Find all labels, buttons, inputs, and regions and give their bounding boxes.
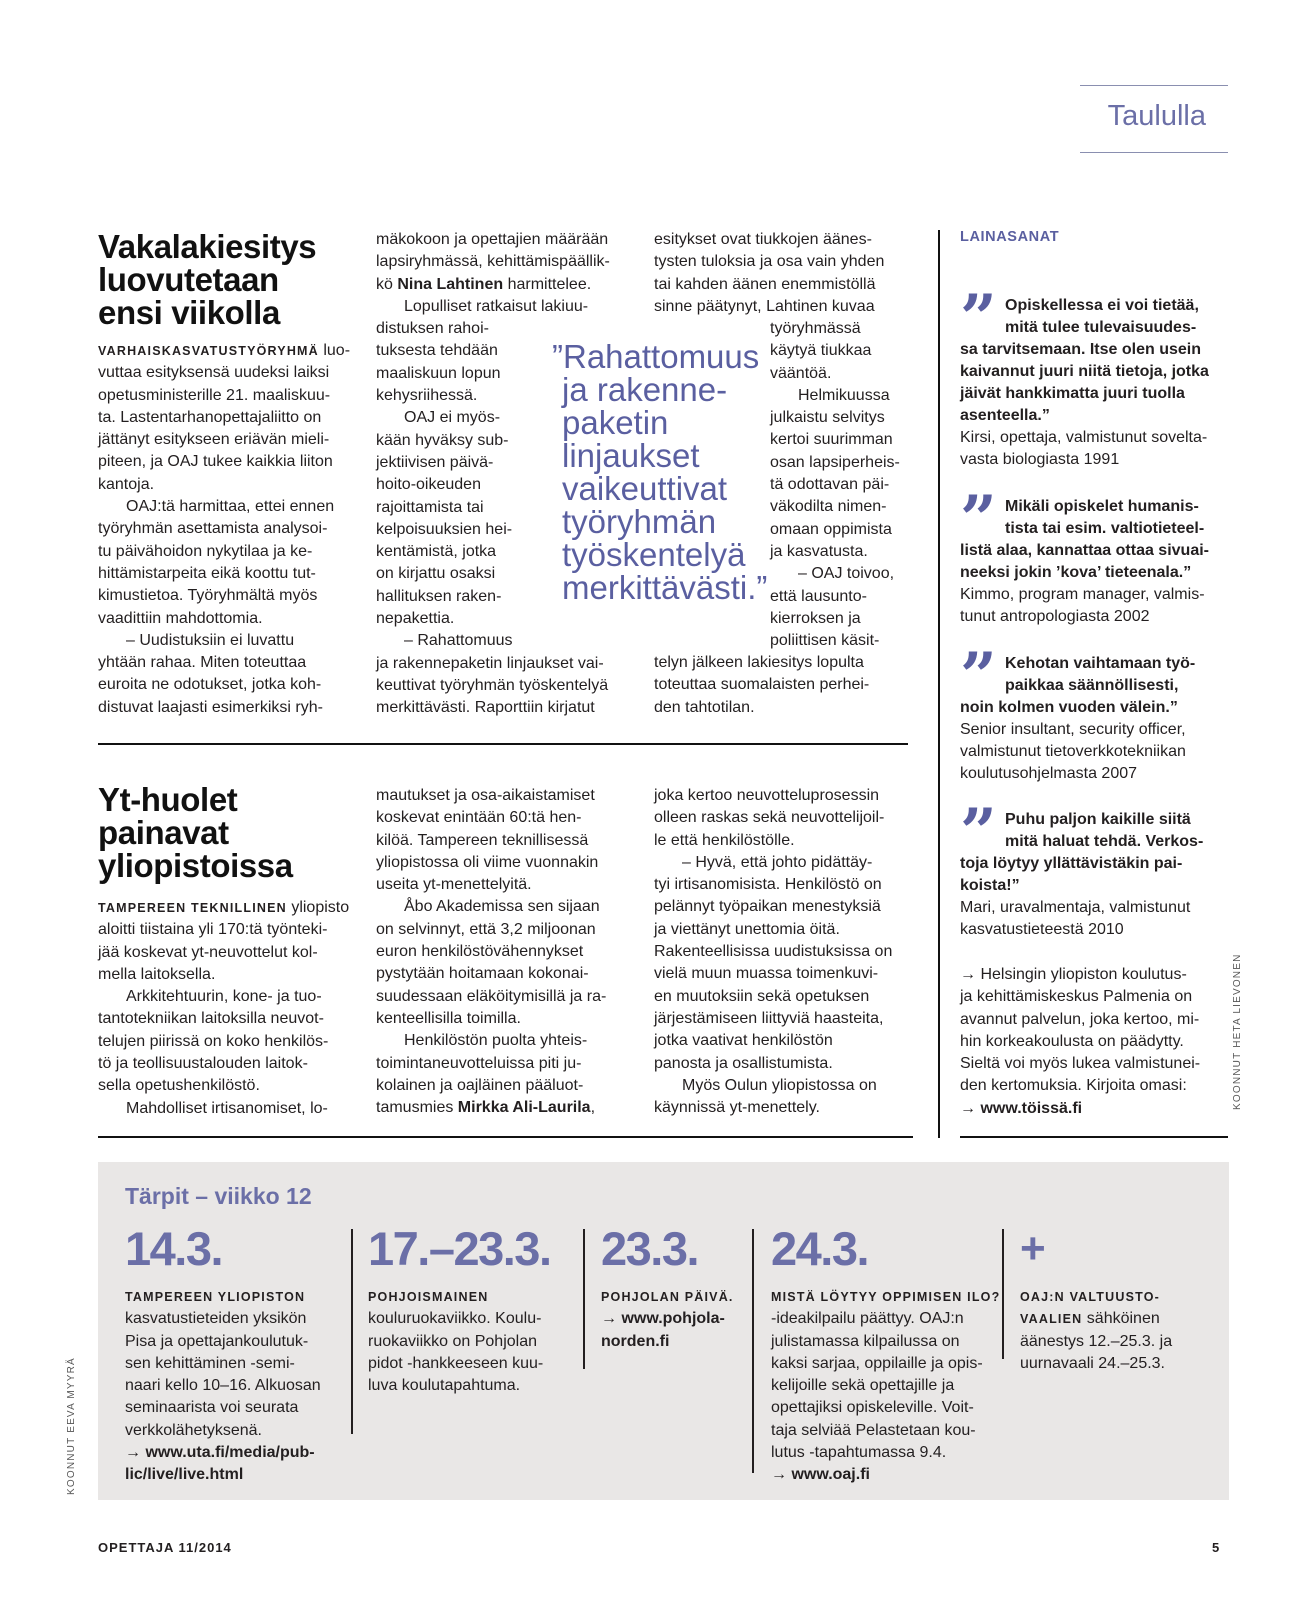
text-line: ta. Lastentarhanopettajaliitto on [98,408,322,426]
text-line: tyi irtisanomisista. Henkilöstö on [654,876,882,894]
pull-quote-line: ja rakenne- [562,371,728,408]
text-line: hallituksen raken- [376,587,502,605]
text-line: osan lapsiperheis- [770,453,900,471]
text-line: seminaarista voi seurata [125,1399,299,1417]
text-line: aloitti tiistaina yli 170:tä työnteki- [98,921,328,939]
quote-mark-icon: ” [960,795,991,870]
tarpit-link[interactable]: norden.fi [601,1332,670,1350]
quote-mark-icon: ” [960,639,991,714]
quote-text: Opiskellessa ei voi tietää, [1005,297,1199,314]
text-line: lapsiryhmässä, kehittämispäällik- [376,253,610,271]
quote-attribution: tunut antropologiasta 2002 [960,608,1150,625]
tarpit-caps: POHJOLAN PÄIVÄ. [601,1290,734,1304]
text-line: telyn jälkeen lakiesitys lopulta [654,654,864,671]
text-line: äänestys 12.–25.3. ja [1020,1332,1173,1350]
text-line: Helmikuussa [798,386,890,404]
quote-attribution: kasvatustieteestä 2010 [960,921,1124,938]
text-line: jotka vaativat henkilöstön [654,1032,833,1050]
pull-quote-line: merkittävästi.” [562,569,768,606]
text-line: toteuttaa suomalaisten perhei- [654,676,870,694]
text-line: kimustietoa. Työryhmältä myös [98,587,318,605]
text-line: tantotekniikan laitoksilla neuvot- [98,1010,324,1028]
text-line: keuttivat työryhmän työskentelyä [376,676,609,694]
text-line: väkodilta nimen- [770,498,887,516]
text-line: opettajiksi opiskeleville. Voit- [771,1399,974,1417]
text-line: Myös Oulun yliopistossa on [682,1076,877,1094]
text-line: pystytään hoitamaan kokonai- [376,965,589,983]
text-run: harmittelee. [503,275,592,293]
quote-text: Puhu paljon kaikille siitä [1005,811,1191,828]
text-line: ja viettänyt unettomia öitä. [654,920,840,938]
quote-attribution: Senior insultant, security officer, [960,721,1186,738]
text-line: Sieltä voi myös lukea valmistunei- [960,1055,1201,1073]
text-line: tysten tuloksia ja osa vain yhden [654,253,885,271]
pull-quote-line: ”Rahattomuus [552,338,760,375]
text-line: että lausunto- [770,587,867,605]
text-line: toimintaneuvotteluissa piti ju- [376,1054,582,1072]
text-line: koskevat enintään 60:tä hen- [376,809,582,827]
quote-text: jäivät hankkimatta juuri tuolla [960,385,1185,402]
article2-col1 [98,897,360,1120]
tarpit-link[interactable]: → www.oaj.fi [771,1466,870,1484]
text-line: – Rahattomuus [404,632,513,650]
text-line: verkkolähetyksenä. [125,1421,262,1439]
quote-text: Mikäli opiskelet humanis- [1005,498,1199,515]
quote-text: Kehotan vaihtamaan työ- [1005,655,1196,672]
quote-text: sa tarvitsemaan. Itse olen usein [960,341,1201,358]
tarpit-date: 24.3. [771,1222,869,1275]
text-line: euroita ne odotukset, jotka koh- [98,676,322,694]
text-line: on selvinnyt, että 3,2 miljoonan [376,920,596,938]
text-line: telujen piirissä on koko henkilös- [98,1032,329,1050]
text-line: ja rakennepaketin linjaukset vai- [376,654,604,672]
text-line: julistamassa kilpailussa on [771,1332,960,1350]
plus-icon: + [1020,1224,1045,1273]
text-line: Pisa ja opettajankoulutuk- [125,1332,309,1350]
quote-attribution: Mari, uravalmentaja, valmistunut [960,899,1191,916]
quote-text: koista!” [960,877,1020,894]
pull-quote-line: linjaukset [562,437,700,474]
page-number: 5 [1212,1540,1221,1555]
text-line: poliittisen käsit- [770,632,880,650]
text-line: hin korkeakoulusta on päädytty. [960,1032,1184,1050]
text-line: mella laitoksella. [98,965,216,983]
tarpit-caps: MISTÄ LÖYTYY OPPIMISEN ILO? [771,1290,1001,1304]
text-line: työryhmän asettamista analysoi- [98,520,328,538]
headline-line: Yt-huolet [98,781,238,818]
tarpit-link[interactable]: lic/live/live.html [125,1466,244,1484]
text-line: den kertomuksia. Kirjoita omasi: [960,1077,1187,1095]
text-line: omaan oppimista [770,520,892,538]
tarpit-caps: OAJ:N VALTUUSTO- [1020,1290,1161,1304]
tarpit-item [771,1224,1003,1487]
sidebar-quote [960,639,1225,785]
text-line: distuksen rahoi- [376,320,489,338]
text-line: kierroksen ja [770,609,861,627]
text-run: , [590,1099,596,1117]
text-line: esitykset ovat tiukkojen äänes- [654,231,872,248]
sidebar-link[interactable]: → www.töissä.fi [960,1099,1083,1117]
text-line: tuksesta tehdään [376,342,498,360]
pull-quote-line: paketin [562,404,669,441]
article1-col1 [98,340,358,719]
text-line: kaksi sarjaa, oppilaille ja opis- [771,1354,983,1372]
text-line: kenteellisilla toimilla. [376,1009,521,1027]
text-line: OAJ ei myös- [404,409,501,427]
text-line: vuttaa esityksensä uudeksi laiksi [98,364,330,382]
text-line: opetusministerille 21. maaliskuu- [98,386,331,404]
text-line: ja kehittämiskeskus Palmenia on [960,988,1193,1006]
text-line: pidot -hankkeeseen kuu- [368,1354,544,1372]
lead-caps: TAMPEREEN TEKNILLINEN [98,901,287,915]
text-line: jää koskevat yt-neuvottelut kol- [98,943,318,961]
text-line: joka kertoo neuvotteluprosessin [654,787,880,804]
text-line: Lopulliset ratkaisut lakiuu- [404,297,589,315]
text-line: sella opetushenkilöstö. [98,1077,260,1095]
quote-text: mitä tulee tulevaisuudes- [1005,319,1197,336]
text-line: jättänyt esitykseen eriävän mieli- [98,431,330,449]
quote-text: paikkaa säännöllisesti, [1005,677,1179,694]
tarpit-item [368,1224,583,1397]
text-line: jektiivisen päivä- [376,453,494,471]
sidebar-credit: KOONNUT HETA LIEVONEN [1232,953,1243,1110]
quote-mark-icon: ” [960,281,991,356]
text-line: työryhmässä [770,320,861,337]
column-divider [752,1229,754,1473]
text-line: uurnavaali 24.–25.3. [1020,1354,1165,1372]
text-line: mäkokoon ja opettajien määrään [376,231,609,248]
text-line: kelpoisuuksien hei- [376,520,513,538]
headline-line: painavat [98,814,229,851]
text-line: kilöä. Tampereen teknillisessä [376,831,589,849]
text-line: kelijoille sekä opettajille ja [771,1377,955,1395]
article2-col2 [376,785,646,1119]
headline-line: ensi viikolla [98,294,280,331]
text-line: yliopistossa oli viime vuonnakin [376,853,599,871]
section-tag-label: Taululla [1107,100,1206,132]
text-line: kertoi suurimman [770,431,893,449]
text-line: Mahdolliset irtisanomiset, lo- [126,1099,328,1117]
text-line: hittämistarpeita eikä koottu tut- [98,564,316,582]
text-line: tö ja teollisuustalouden laitok- [98,1055,308,1073]
headline-line: luovutetaan [98,261,279,298]
tarpit-caps: TAMPEREEN YLIOPISTON [125,1290,306,1304]
text-line: järjestämiseen liittyviä haasteita, [654,1009,884,1027]
text-line: olleen raskas sekä neuvottelijoil- [654,809,885,827]
text-line: pelännyt työpaikan menestyksiä [654,898,881,916]
column-divider [583,1229,585,1369]
text-line: en muutoksiin sekä opetuksen [654,987,870,1005]
text-line: käynnissä yt-menettely. [654,1099,820,1117]
article1-col3-bottom [654,652,914,719]
tarpit-item [1020,1224,1205,1375]
pull-quote-line: työryhmän [562,503,717,540]
text-line: merkittävästi. Raporttiin kirjatut [376,699,595,717]
text-line: kehysriihessä. [376,387,478,405]
quote-text: noin kolmen vuoden välein.” [960,699,1178,716]
text-line: kään hyväksy sub- [376,431,509,449]
text-line: – Hyvä, että johto pidättäy- [682,853,873,871]
section-tag [1080,85,1228,153]
text-line: ruokaviikko on Pohjolan [368,1332,537,1350]
sidebar-quote [960,795,1225,941]
article1-col3-narrow [770,318,920,652]
text-run: sähköinen [1082,1310,1160,1328]
quote-attribution: Kimmo, program manager, valmis- [960,586,1205,603]
quote-mark-icon: ” [960,482,991,557]
text-line: naari kello 10–16. Alkuosan [125,1377,321,1395]
column-divider [1002,1229,1004,1359]
text-line: suudessaan eläköitymisillä ja ra- [376,987,607,1005]
text-line: luva koulutapahtuma. [368,1377,521,1395]
text-line: rajoittamista tai [376,498,484,516]
text-line: kentämistä, jotka [376,543,497,561]
tarpit-item [125,1224,350,1487]
text-line: useita yt-menettelyitä. [376,876,532,894]
text-line: tu päivähoidon nykytilaa ja ke- [98,542,313,560]
text-line: Rakenteellisissa uudistuksissa on [654,943,893,961]
text-line: sinne päätynyt, Lahtinen kuvaa [654,297,875,315]
quote-text: asenteella.” [960,407,1050,424]
tarpit-caps: POHJOISMAINEN [368,1290,489,1304]
text-line: käytyä tiukkaa [770,342,872,360]
article2-headline [98,783,293,882]
article1-col3-top [654,229,914,318]
person-name: Nina Lahtinen [397,275,504,293]
sidebar-divider [960,1136,1228,1138]
pull-quote-line: työskentelyä [562,536,746,573]
text-line: ja kasvatusta. [770,542,868,560]
text-line: → Helsingin yliopiston koulutus- [960,966,1187,983]
text-line: lutus -tapahtumassa 9.4. [771,1444,947,1462]
quote-text: tista tai esim. valtiotieteel- [1005,520,1205,537]
quote-attribution: Kirsi, opettaja, valmistunut soveltа- [960,429,1208,446]
tarpit-caps: VAALIEN [1020,1312,1083,1327]
lead-caps: VARHAISKASVATUSTYÖRYHMÄ [98,344,319,358]
quote-text: toja löytyy yllättävistäkin pai- [960,855,1183,872]
text-line: luo- [318,342,351,359]
text-line: distuvat laajasti esimerkiksi ryh- [98,698,323,716]
tarpit-date: 14.3. [125,1222,223,1275]
sidebar-note [960,964,1225,1120]
text-line: le että henkilöstölle. [654,831,795,849]
tarpit-link[interactable]: → www.uta.fi/media/pub- [125,1444,315,1462]
text-line: vääntöä. [770,364,832,382]
text-line: piteen, ja OAJ tukee kaikkia liiton [98,453,333,471]
text-line: tä odottavan päi- [770,476,890,494]
text-line: on kirjattu osaksi [376,565,496,583]
footer-publication: OPETTAJA 11/2014 [98,1540,232,1555]
sidebar-title: LAINASANAT [960,229,1060,245]
text-line: panosta ja osallistumista. [654,1054,833,1072]
quote-text: kaivannut juuri niitä tietoja, jotka [960,363,1209,380]
column-divider [351,1229,353,1434]
text-line: -ideakilpailu päättyy. OAJ:n [771,1310,964,1328]
text-line: nepakettia. [376,610,455,628]
text-line: yhtään rahaa. Miten toteuttaa [98,654,307,672]
article1-headline [98,230,316,329]
text-line: sen kehittäminen -semi- [125,1354,295,1372]
text-line: mautukset ja osa-aikaistamiset [376,787,595,804]
headline-line: Vakalakiesitys [98,228,317,265]
text-line: kouluruokaviikko. Koulu- [368,1310,542,1328]
text-line: – OAJ toivoo, [798,565,895,583]
tarpit-box [98,1162,1229,1500]
text-run: yliopisto [286,899,350,916]
quote-attribution: koulutusohjelmasta 2007 [960,765,1138,782]
text-line: hoito-oikeuden [376,476,481,494]
text-line: kolainen ja oajläinen pääluot- [376,1076,584,1094]
pull-quote-line: vaikeuttivat [562,470,728,507]
text-line: taja selviää Pelastetaan kou- [771,1421,976,1439]
quote-attribution: valmistunut tietoverkkotekniikan [960,743,1186,760]
article2-col3 [654,785,916,1119]
article-divider [98,1136,913,1138]
quote-text: neeksi jokin ’kova’ tieteenala.” [960,564,1192,581]
text-line: vaadittiin mahdottomia. [98,609,263,627]
text-line: vielä muun muassa toimenkuvi- [654,965,879,983]
pull-quote [552,338,768,606]
sidebar-quote [960,281,1225,471]
text-run: tamusmies [376,1099,458,1117]
text-run: kö [376,275,398,293]
text-line: avannut palvelun, joka kertoo, mi- [960,1010,1200,1028]
article-divider [98,743,908,745]
tarpit-credit: KOONNUT EEVA MYYRÄ [66,1357,77,1495]
quote-attribution: vasta biologiasta 1991 [960,451,1120,468]
text-line: Arkkitehtuurin, kone- ja tuo- [126,988,322,1006]
person-name: Mirkka Ali-Laurila [457,1099,591,1117]
tarpit-date: 17.–23.3. [368,1222,551,1275]
headline-line: yliopistoissa [98,847,293,884]
sidebar-divider [938,230,940,1138]
text-line: – Uudistuksiin ei luvattu [126,631,295,649]
text-line: OAJ:tä harmittaa, ettei ennen [126,498,335,516]
quote-text: listä alaa, kannattaa ottaa sivuai- [960,542,1209,559]
sidebar-quote [960,482,1225,628]
text-line: euron henkilöstövähennykset [376,943,584,961]
tarpit-link[interactable]: → www.pohjola- [601,1310,725,1328]
text-line: maaliskuun lopun [376,364,501,382]
text-line: Åbo Akademissa sen sijaan [404,898,600,916]
text-line: tai kahden äänen enemmistöllä [654,275,876,293]
tarpit-date: 23.3. [601,1222,699,1275]
quote-text: mitä haluat tehdä. Verkos- [1005,833,1204,850]
text-line: Henkilöstön puolta yhteis- [404,1032,588,1050]
text-line: den tahtotilan. [654,698,755,716]
text-line: julkaistu selvitys [770,409,885,427]
tarpit-item [601,1224,751,1353]
text-line: kantoja. [98,475,155,493]
text-line: kasvatustieteiden yksikön [125,1310,307,1328]
tarpit-title: Tärpit – viikko 12 [125,1183,312,1209]
